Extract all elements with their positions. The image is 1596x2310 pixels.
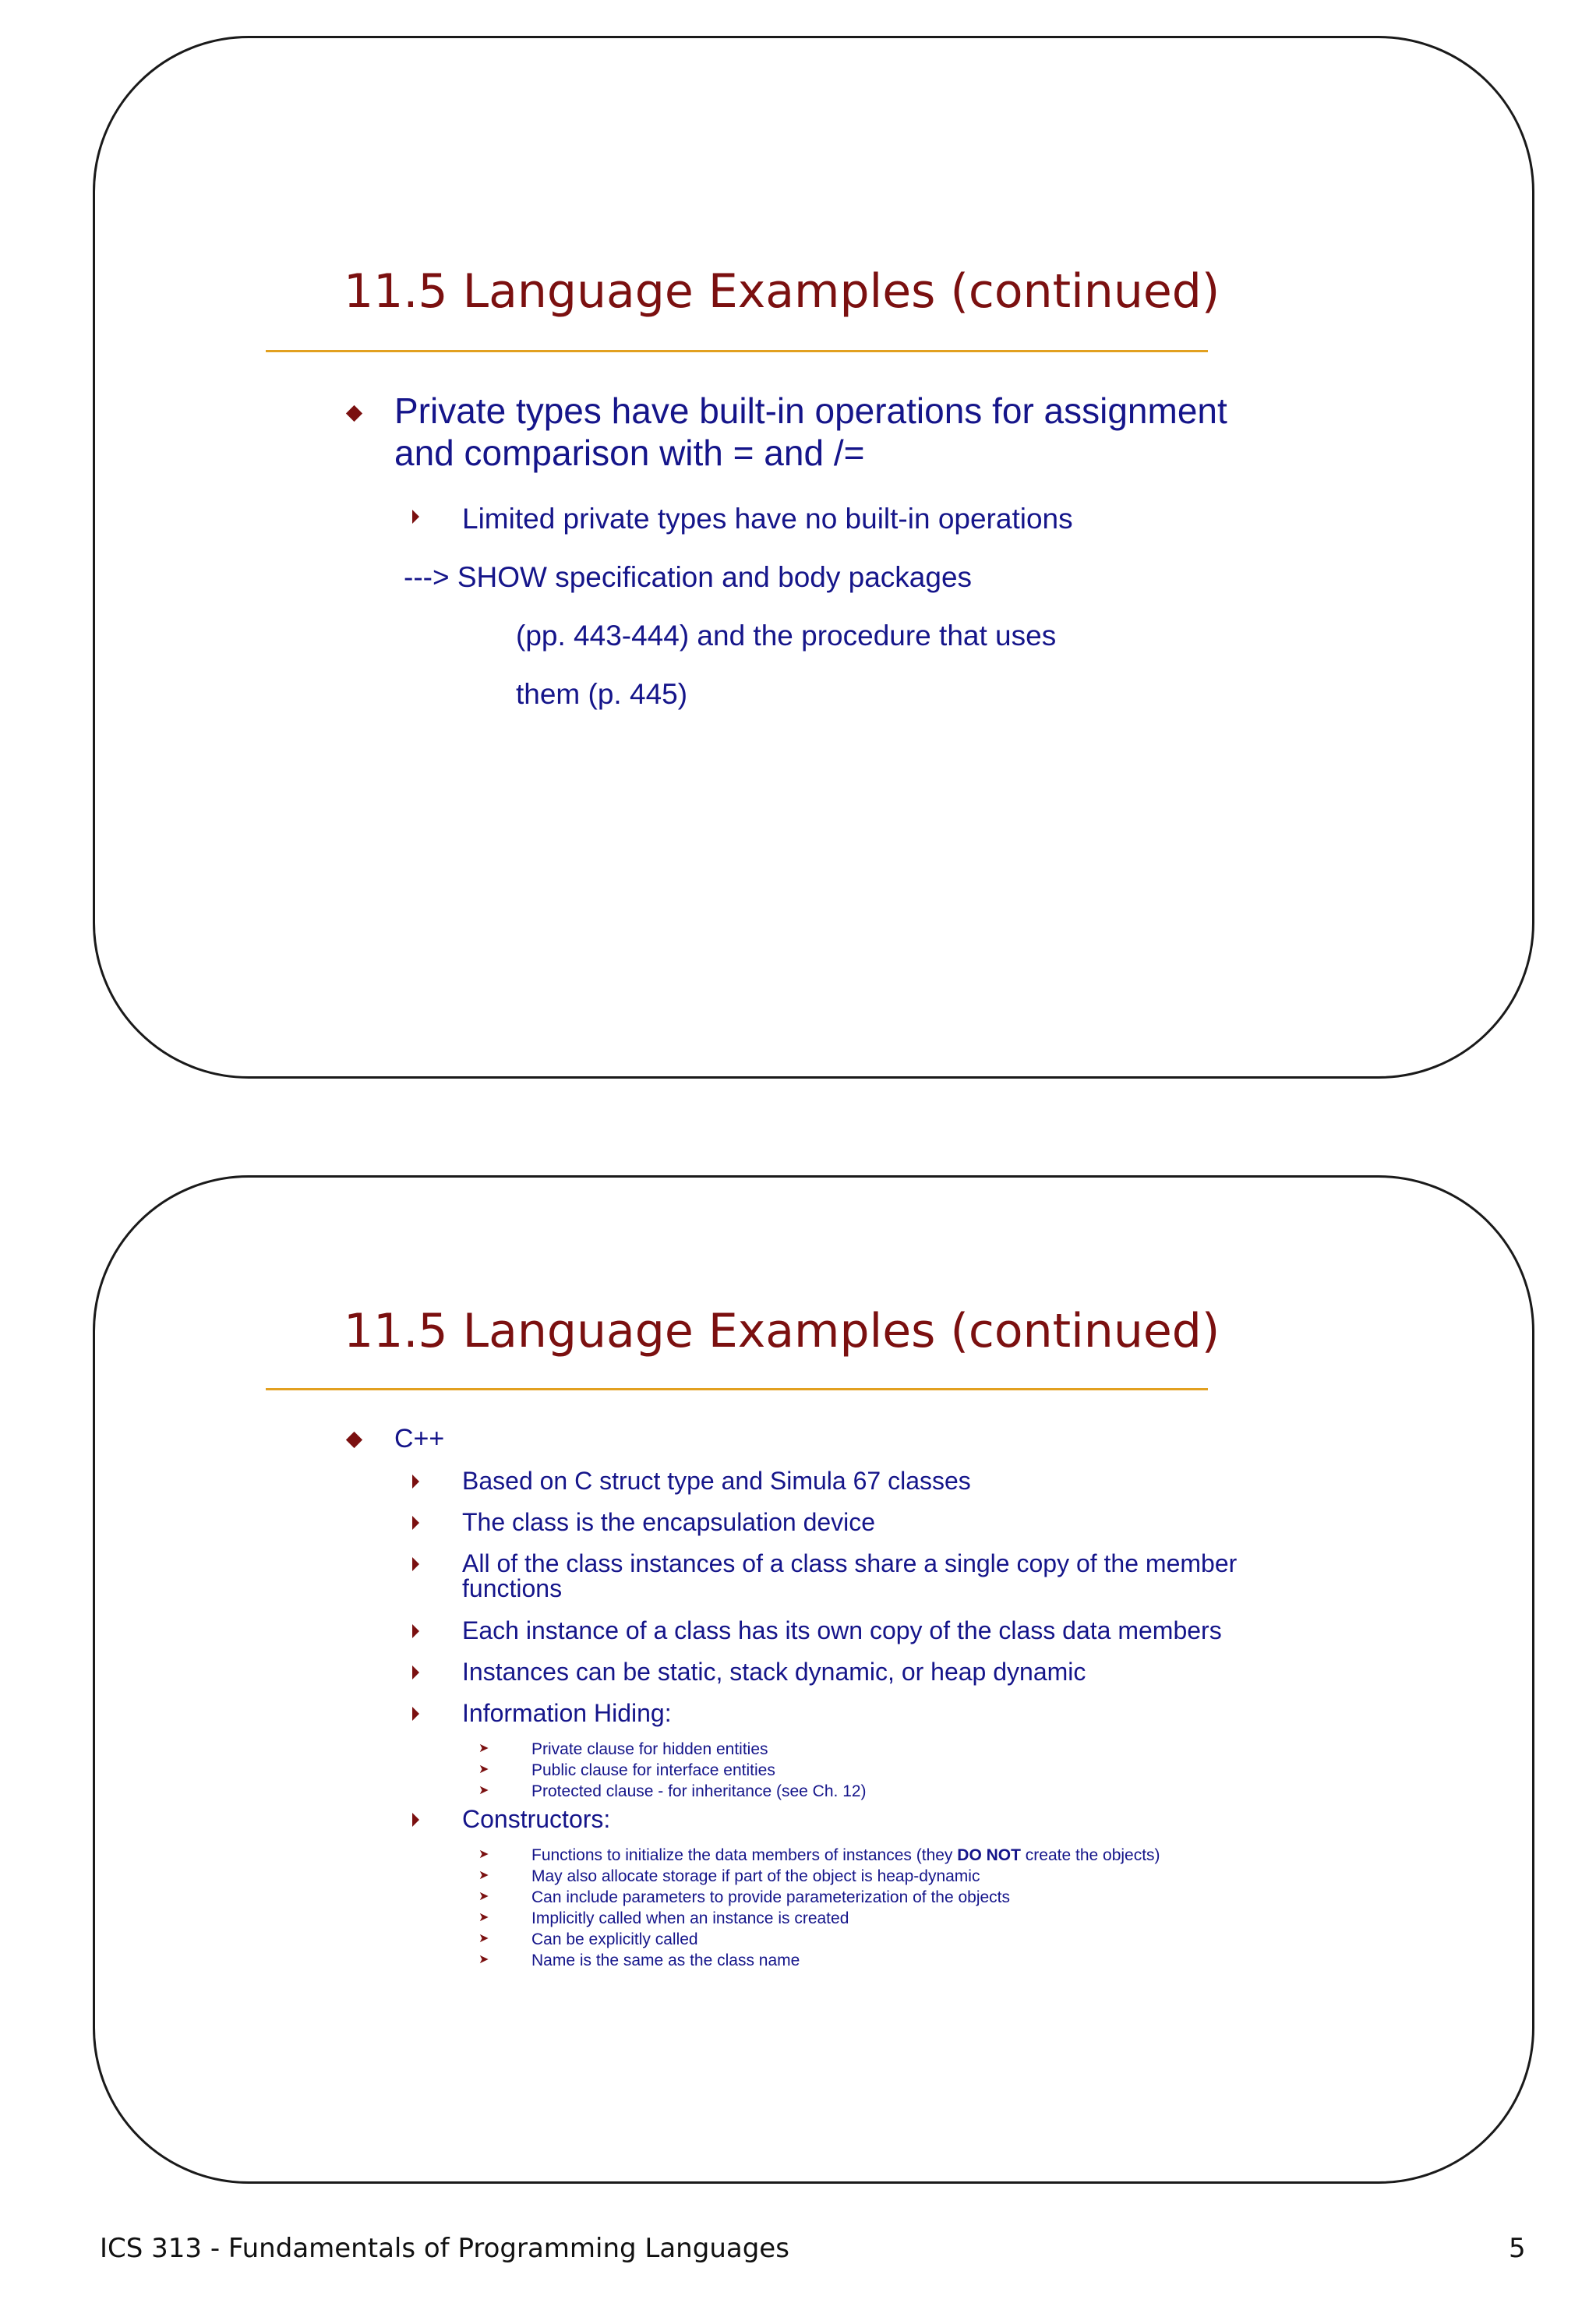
arrow-bullet-icon: ➤: [478, 1784, 489, 1797]
hiding-item: Private clause for hidden entities: [531, 1740, 768, 1758]
triangle-bullet-icon: [412, 1624, 419, 1638]
arrow-bullet-icon: ➤: [478, 1890, 489, 1903]
title-underline: [266, 1388, 1208, 1390]
triangle-bullet-icon: [412, 1665, 419, 1680]
triangle-bullet-icon: [412, 1707, 419, 1721]
bullet-text-cpp: C++: [394, 1424, 445, 1453]
constructor-item: Functions to initialize the data members of instances (they DO NOT create the objects): [531, 1846, 1160, 1864]
arrow-bullet-icon: ➤: [478, 1953, 489, 1966]
arrow-bullet-icon: ➤: [478, 1763, 489, 1776]
constructors-label: Constructors:: [462, 1805, 611, 1833]
triangle-bullet-icon: [412, 1557, 419, 1571]
diamond-bullet-icon: [346, 405, 362, 422]
constructor-item: Can include parameters to provide parameterization of the objects: [531, 1888, 1011, 1906]
constructor-item: Can be explicitly called: [531, 1930, 698, 1948]
hiding-item: Public clause for interface entities: [531, 1761, 775, 1779]
arrow-bullet-icon: ➤: [478, 1869, 489, 1882]
sub-bullet-text: Each instance of a class has its own copy of the class data members: [462, 1616, 1222, 1644]
page-number: 5: [1509, 2233, 1526, 2264]
sub-bullet-text: Information Hiding:: [462, 1699, 672, 1727]
constructor-item: Name is the same as the class name: [531, 1951, 800, 1969]
bullet-text-line-1: Private types have built-in operations for assignment: [394, 390, 1227, 431]
constructor-item: Implicitly called when an instance is created: [531, 1909, 849, 1927]
show-note-line-1: ---> SHOW specification and body packages: [404, 561, 973, 593]
slide-title: 11.5 Language Examples (continued): [344, 1304, 1220, 1358]
arrow-bullet-icon: ➤: [478, 1742, 489, 1755]
bullet-text-line-2: and comparison with = and /=: [394, 433, 865, 473]
constructor-item: May also allocate storage if part of the object is heap-dynamic: [531, 1867, 980, 1885]
triangle-bullet-icon: [412, 1516, 419, 1530]
emphasis-text: DO NOT: [957, 1846, 1021, 1864]
show-note-line-3: them (p. 445): [516, 678, 688, 710]
footer-course-title: ICS 313 - Fundamentals of Programming Languages: [100, 2233, 789, 2264]
slide-title: 11.5 Language Examples (continued): [344, 264, 1220, 319]
diamond-bullet-icon: [346, 1432, 362, 1448]
hiding-item: Protected clause - for inheritance (see Ch. 12): [531, 1782, 867, 1800]
arrow-bullet-icon: ➤: [478, 1932, 489, 1945]
sub-bullet-text: Limited private types have no built-in operations: [462, 503, 1073, 535]
slide-2: [93, 1175, 1534, 2184]
arrow-bullet-icon: ➤: [478, 1848, 489, 1861]
slide-1: [93, 36, 1534, 1079]
sub-bullet-text: All of the class instances of a class share a single copy of the member: [462, 1549, 1238, 1577]
sub-bullet-text-continued: functions: [462, 1574, 563, 1602]
triangle-bullet-icon: [412, 1475, 419, 1489]
sub-bullet-text: Instances can be static, stack dynamic, or heap dynamic: [462, 1658, 1086, 1686]
arrow-bullet-icon: ➤: [478, 1911, 489, 1924]
triangle-bullet-icon: [412, 1813, 419, 1827]
title-underline: [266, 350, 1208, 352]
sub-bullet-text: The class is the encapsulation device: [462, 1508, 876, 1536]
show-note-line-2: (pp. 443-444) and the procedure that uses: [516, 620, 1057, 652]
triangle-bullet-icon: [412, 510, 419, 524]
sub-bullet-text: Based on C struct type and Simula 67 classes: [462, 1467, 971, 1495]
